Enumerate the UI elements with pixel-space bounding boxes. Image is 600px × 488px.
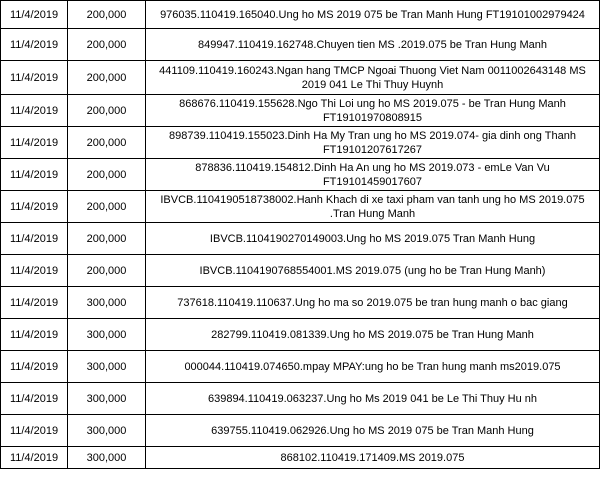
- table-row: [1, 351, 600, 383]
- amount-cell: 300,000: [68, 383, 146, 415]
- description-cell: 898739.110419.155023.Dinh Ha My Tran ung ho MS 2019.074- gia dinh ong Thanh FT19101207617267: [146, 127, 600, 159]
- description-cell: IBVCB.1104190270149003.Ung ho MS 2019.075 Tran Manh Hung: [146, 223, 600, 255]
- amount-cell: 200,000: [68, 255, 146, 287]
- description-cell: 976035.110419.165040.Ung ho MS 2019 075 be Tran Manh Hung FT19101002979424: [146, 1, 600, 29]
- table-row: [1, 287, 600, 319]
- table-row: [1, 223, 600, 255]
- date-cell: 11/4/2019: [1, 223, 68, 255]
- table-row: [1, 95, 600, 127]
- table-row: [1, 319, 600, 351]
- description-cell: 639755.110419.062926.Ung ho MS 2019 075 be Tran Manh Hung: [146, 415, 600, 447]
- amount-cell: 300,000: [68, 415, 146, 447]
- date-cell: 11/4/2019: [1, 447, 68, 469]
- description-cell: 000044.110419.074650.mpay MPAY:ung ho be Tran hung manh ms2019.075: [146, 351, 600, 383]
- table-row: [1, 29, 600, 61]
- table-row: [1, 127, 600, 159]
- table-row: [1, 61, 600, 95]
- date-cell: 11/4/2019: [1, 255, 68, 287]
- amount-cell: 200,000: [68, 95, 146, 127]
- amount-cell: 300,000: [68, 287, 146, 319]
- date-cell: 11/4/2019: [1, 383, 68, 415]
- amount-cell: 300,000: [68, 351, 146, 383]
- table-row: [1, 255, 600, 287]
- amount-cell: 200,000: [68, 159, 146, 191]
- date-cell: 11/4/2019: [1, 319, 68, 351]
- description-cell: 737618.110419.110637.Ung ho ma so 2019.075 be tran hung manh o bac giang: [146, 287, 600, 319]
- date-cell: 11/4/2019: [1, 1, 68, 29]
- amount-cell: 200,000: [68, 61, 146, 95]
- amount-cell: 200,000: [68, 127, 146, 159]
- description-cell: 849947.110419.162748.Chuyen tien MS .2019.075 be Tran Hung Manh: [146, 29, 600, 61]
- amount-cell: 200,000: [68, 223, 146, 255]
- date-cell: 11/4/2019: [1, 351, 68, 383]
- amount-cell: 300,000: [68, 447, 146, 469]
- date-cell: 11/4/2019: [1, 159, 68, 191]
- description-cell: IBVCB.1104190768554001.MS 2019.075 (ung ho be Tran Hung Manh): [146, 255, 600, 287]
- date-cell: 11/4/2019: [1, 191, 68, 223]
- description-cell: 878836.110419.154812.Dinh Ha An ung ho MS 2019.073 - emLe Van Vu FT19101459017607: [146, 159, 600, 191]
- date-cell: 11/4/2019: [1, 127, 68, 159]
- date-cell: 11/4/2019: [1, 29, 68, 61]
- table-row: [1, 415, 600, 447]
- date-cell: 11/4/2019: [1, 95, 68, 127]
- table-row: [1, 1, 600, 29]
- description-cell: 282799.110419.081339.Ung ho MS 2019.075 be Tran Hung Manh: [146, 319, 600, 351]
- description-cell: IBVCB.1104190518738002.Hanh Khach di xe taxi pham van tanh ung ho MS 2019.075 .Tran Hung Manh: [146, 191, 600, 223]
- table-row: [1, 191, 600, 223]
- amount-cell: 200,000: [68, 191, 146, 223]
- amount-cell: 300,000: [68, 319, 146, 351]
- description-cell: 639894.110419.063237.Ung ho Ms 2019 041 be Le Thi Thuy Hu nh: [146, 383, 600, 415]
- date-cell: 11/4/2019: [1, 61, 68, 95]
- description-cell: 441109.110419.160243.Ngan hang TMCP Ngoai Thuong Viet Nam 0011002643148 MS 2019 041 Le Thi Thuy Huynh: [146, 61, 600, 95]
- amount-cell: 200,000: [68, 1, 146, 29]
- amount-cell: 200,000: [68, 29, 146, 61]
- description-cell: 868676.110419.155628.Ngo Thi Loi ung ho MS 2019.075 - be Tran Hung Manh FT19101970808915: [146, 95, 600, 127]
- description-cell: 868102.110419.171409.MS 2019.075: [146, 447, 600, 469]
- table-row: [1, 383, 600, 415]
- date-cell: 11/4/2019: [1, 287, 68, 319]
- table-row: [1, 159, 600, 191]
- date-cell: 11/4/2019: [1, 415, 68, 447]
- table-row: [1, 447, 600, 469]
